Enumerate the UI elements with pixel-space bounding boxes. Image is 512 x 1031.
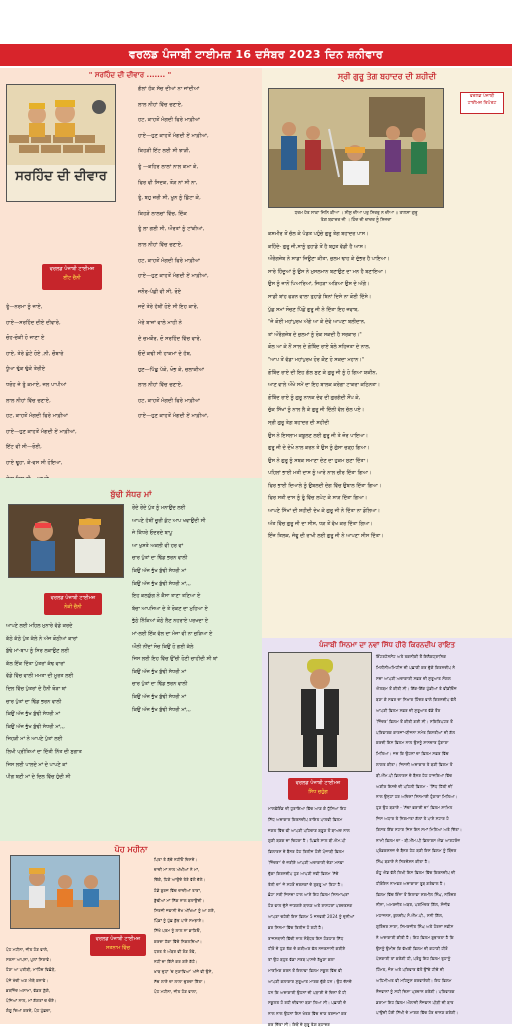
poem-line: ਸੱਚ ਲਾਏ ਦਾ ਲਾਲਾ ਚੁਰਦਾ ਰਿੱਤਾ।	[154, 979, 206, 985]
poem-line: ਕਿਉਂ ਅੱਜ ਭੁੱਖ ਬੁੱਢੀ ਸੱਧਰੀ ਮਾਂ,,,	[6, 723, 65, 730]
article-line: ਕੋਲ ਆ ਕੇ ਨੌਂ ਸਾਲ ਦੇ ਗੋਬਿੰਦ ਰਾਏ ਬੋਲੇ ਸਹਿਜਤਾ ਦੇ ਨਾਲ,	[268, 344, 371, 351]
article-line: ਬਣਾ ਕੇ ਸਫ਼ਰ ਦਾ ਨਿਖਾਰ ਹਿੰਦਰ ਵਾਲੇ ਕਿਰਨਦੀਪ ਵੱਲੋਂ	[376, 697, 457, 703]
article-line: ਆਪਣੀ ਕਲਾਕਾਰ ਸ਼ੁਰੂਆਤ ਮਾਰਕ ਚੁੱਕੇ ਹਨ। ਉਹ ਦੱਸਦੇ	[268, 978, 352, 984]
poem-line: ਜਿਸ ਲਈ ਇਹ ਵਿੱਚ ਉੱਚੀ ਹੋਣੀ ਚਾਹੀਦੀ ਸੀ ਥਾਂ	[132, 656, 218, 663]
article-line: ਲਾਗਤ ਕੀਤਾ। ਜਿਸਨੀ ਅਦਾਕਾਰ ਤੇ ਬਣੀ ਫ਼ਿਲਮ ਤੋਂ	[376, 761, 453, 767]
article-line: ਸ੍ਰੀ ਗੁਰੂ ਤੇਗ਼ ਬਹਾਦਰ ਦੀ ਸ਼ਹੀਦੀ	[268, 419, 330, 426]
poem-line: ਭੁੱਠੇ ਨਿੱਕਿਆਂ ਕੋਠੇ ਲੈਣ ਨਹਰਾਏ ਪਰਖਦਾ ਏ	[132, 618, 209, 625]
article-line: 'ਜਿੰਦਰਾ' ਦੇ ਜ਼ਰੀਏ ਆਪਣੀ ਅਦਾਕਾਰੀ ਦੇਣਾ ਮਨਵਾ	[268, 859, 344, 865]
article-line: ਨਾਲ ਨਾਲ ਉਹਨਾਂ ਇਸ ਖੇਤਰ ਵਿੱਚ ਦਾਣ ਤਰਜਮਾਂ ਕਰ	[268, 1011, 347, 1017]
poem-line: ਵੱਡੇ ਵਿੱਚ ਵਾਲੀ ਮਮਤਾ ਦੀ ਮੂਰਤ ਲਈ	[6, 673, 74, 680]
poh-poem-section	[0, 841, 262, 1024]
article-line: ਨੇ ਅਦਾਕਾਰੀ ਕੀਤੀ ਹੈ। ਇਹ ਫ਼ਿਲਮ ਬੁਝਾਰਤਾ ਹੈ ਕਿ	[376, 934, 454, 940]
article-line: ਅੰਤ ਵਿੱਚ ਗੁਰੂ ਜੀ ਦਾ ਸੀਸ, ਧੜ ਤੋਂ ਵੱਖ ਕਰ ਦਿੱਤਾ ਗਿਆ।	[268, 520, 373, 527]
poem-line: ਜਨੌਰ-ਪੰਛੀ ਵੀ ਸੀ, ਰੋਏ	[138, 288, 182, 295]
article-line: ਤਾਂ ਉਹ ਬਹੁਤ ਵੱਡਾ ਸਰਬ ਪਾਸਦੇ ਰੱਖੂਣਾ ਕਲਾ	[268, 957, 335, 963]
poh-poem-author-badge	[90, 934, 146, 956]
article-line: ਔਰੰਗਜ਼ੇਬ ਨੇ ਸਾਡਾ ਜਿਊਣਾ ਕੀਤਾ, ਜ਼ੁਲਮ ਢਾਹ ਕੇ ਦੁੱਭਰ ਹੈ ਪਾਇਆ।	[268, 256, 390, 263]
article-line: ਗੁਰਿੰਦਰ ਸਾਰਾ, ਸਿਮਰਜੀਤ ਸਿੰਘ ਅਤੇ ਹੋਰਨਾਂ ਨਵੀਸ	[376, 923, 454, 929]
article-line: ਉਸਨੂੰ ਉਮੀਦ ਕਿ ਵੱਖਰੀ ਫ਼ਿਲਮ ਦੀ ਕਹਾਣੀ ਹੀਰੋ	[376, 945, 448, 951]
poem-line: ਤੂੰ, ਬਹੁ ਜ਼ਰੀ ਸੀ, ਖੂਨ ਨੂੰ ਛਿੱਟਾ ਕੇ,	[138, 195, 201, 202]
article-line: ਕੋਟੂ ਐਂਡ ਵੱਲੋਂ ਲਿਖੀ ਇਸ ਫ਼ਿਲਮ ਵਿੱਚ ਕਿਰਨਦੀਪ ਦੀ	[376, 869, 456, 875]
film-article-section	[262, 638, 512, 1027]
guru-article-caption	[268, 210, 444, 224]
caption-line1: ਧਰਮ ਹੇਤ ਸਾਕਾ ਜਿਨਿ ਕੀਆ । ਸੀਸੁ ਦੀਆ ਪਰੁ ਸਿਰਰੁ ਨ ਦੀਆ ॥ ਤਾਲਸਾ ਗੁਰੂ	[294, 211, 418, 216]
article-line: ਪਹਿਲਾਂ ਭਾਈ ਮਤੀ ਦਾਸ ਨੂੰ ਆਰੇ ਨਾਲ ਚੀਰ ਦਿੱਤਾ ਗਿਆ।	[268, 470, 372, 477]
article-line: ਸਕੂਲਤ ਹੋ ਰਹੀ ਦੀਵਾਨਾ ਬਣਾ ਲਿਆ ਸੀ। ਪਛਾਣੀ ਦੇ	[268, 1000, 347, 1006]
article-line: ਚੁੱਕਾ ਕਿਰਨਦੀਪ ਹੁਣ ਆਪਣੀ ਨਵੀਂ ਫ਼ਿਲਮ 'ਸੱਚੇ	[268, 870, 339, 876]
article-line: ਨਾਲ ਉਨ੍ਹਾਂ ਹਰ ਅਦਿਸ਼ਾਂ ਸਿਨਮਾਈ ਹੁੰਗਾਰਾ ਮਿਲਿਆ।	[376, 794, 458, 800]
article-line: ਮਾਲਵੇਇੰਡ ਦੀ ਧੁਰਾਇਆ ਵਿੱਚ ਆਣ ਕੇ ਧੁੱਸਿਆ ਇਹ	[268, 806, 347, 811]
poem-line: ਕੱਲ ਇੱਕ ਦਿੱਤਾ ਪੁੱਤਰਾਂ ਕੱਢ ਵਾਰਾਂ	[6, 660, 65, 667]
article-line: ਗੁਰੂ ਜੀ ਦੇ ਦੇਖੋ ਨਾਲ ਕਰਨ ਤੇ ਉਸ ਨੂੰ ਗੁੱਸਾ ਚੜ੍ਹ ਗਿਆ।	[268, 445, 370, 452]
article-line: ਛੋਟਾ ਸਰੀ ਜਿਸਦਾ ਹਾਲ ਆਏ ਇਹ ਫ਼ਿਲਮ ਸਿਨਮਾਘਰਾਂ	[268, 892, 349, 898]
article-line: ਪਰਿਵਾਰਕ ਕਾਰਜਾਂ-ਯੀਜਨਾ ਸਮੇਤ ਕਿਸ਼ਤੀਆਂ ਦੀ ਗੱਲ	[376, 729, 456, 735]
badge-line1: ਵਰਲਡ ਪੰਜਾਬੀ ਟਾਈਮਜ਼	[49, 266, 95, 272]
masthead-bar	[0, 44, 512, 66]
poem-line: ਹੋਣਾ ਆ ਪਤੀਬੀ, ਮਾਹਿੰਦ ਵਿਛੋੜੇ,	[6, 967, 56, 973]
poem-line: ਦਾਦੀ ਮਾਂ ਨਾਲ ਅੱਖੀਆਂ ਨੇ ਮਾਂ,	[154, 867, 200, 873]
article-line: ਸਾਡੀ ਬਾਂਹ ਫੜਨ ਵਾਲਾ ਤੁਹਾਡੇ ਬਿਨਾਂ ਦਿਸੇ ਨਾ ਕੋਈ ਦਿੱਸੇ।	[268, 293, 372, 300]
poem-line: ਇਹ ਕਲਯੁੱਗ ਨੇ ਕੈਸਾ ਤਾਣਾ ਤਣਿਆ ਏ	[132, 593, 201, 600]
article-line: ਨੀਨਾ, ਅਮਰਜ਼ੀਤ ਅਬਰ, ਪਰਮਿੰਦਰ ਗਿੱਲ, ਸੰਜੀਵ	[376, 902, 451, 908]
article-line: ਕਹਿੰਦੇ- ਗੁਰੂ ਜੀ,ਸਾਨੂੰ ਤੁਹਾਡੇ ਤੋਂ ਹੈ ਬਹੁਤ ਵੱਡੀ ਹੈ ਆਸ।	[268, 243, 367, 250]
masthead-title: ਵਰਲਡ ਪੰਜਾਬੀ ਟਾਈਮਜ਼ 16 ਦਸੰਬਰ 2023 ਦਿਨ ਸ਼ਨੀਵਾਰ	[129, 48, 383, 61]
poem-line: ਧਰੋਹ ਜੇ ਤੂੰ ਕਮਾਏ, ਜਲ ਪਾਪੀਆਂ	[6, 381, 67, 388]
poh-poem-image	[10, 855, 120, 929]
poem-line: ਜੇ ਕਿੱਧਰੇ ਓਦਰਦੇ ਬਾਪੂ	[132, 530, 173, 537]
poem-line: ਤੂੰ ਲਾ ਗਈ ਸੀ, ਔਰਤਾਂ ਨੂੰ ਟਾਂਕੀਆਂ,	[138, 226, 205, 233]
poem-line: ਗੱਲਾਂ ਹੱਕ ਸੱਚ ਦੀਆਂ ਨਾ ਜਾਂਦੀਆਂ	[138, 86, 200, 92]
poh-poem-heading: ਪੋਹ ਮਹੀਨਾ	[114, 845, 148, 854]
poem-line: ਹਾਏ—ਸਰਹਿੰਦ ਦੀਏ ਦੀਵਾਰੇ,	[6, 319, 61, 326]
article-line: ਆਪਣਾ ਚਹੇਰੀ ਇਸ ਫ਼ਿਲਮ 5 ਜਨਵਰੀ 2024 ਨੂੰ ਦੁਨੀਆਂ	[268, 913, 355, 919]
poem-line: ਜਿਹੜੀ ਮਾਂ ਨੇ ਆਪਣੇ ਪੁੱਤਾਂ ਲਈ	[6, 736, 63, 743]
poem-line: ਤੂੰ—ਨਰਮਾ ਨੂੰ ਜਾਏ,	[6, 304, 43, 310]
poem-line: ਪੰਜੇ ਖੱਚੀ ਅਣ ਐਥੇ ਕਨਾਵੇ।	[6, 977, 49, 983]
badge-line1: ਵਰਲਡ ਪੰਜਾਬੀ ਟਾਈਮਜ਼	[50, 595, 96, 601]
poh-poem-right-column	[154, 855, 260, 1018]
poem-line: ਹਾਏ ਢੂਹਾ, ਕੇ-ਵਸ ਸੀ ਹੋਇਆ,	[6, 459, 63, 466]
article-line: ਅਹਿਮੀਅਤ ਵੀ ਮਹਿਸੂਸ ਕਰਵਾਏਗੀ। ਇਹ ਫ਼ਿਲਮ	[376, 977, 452, 983]
article-line: ਗੋਬਿੰਦ ਰਾਏ ਨੂੰ ਗੁਰੂ ਨਾਨਕ ਦੇਵ ਦੀ ਗੁਰਗੱਦੀ ਸੌਂਪ ਕੇ,	[268, 394, 361, 401]
poem-line: ਔਲੀ ਨੀਂਦਾਂ ਸੋਚ ਕਿਉਂ ਹੋ ਗਈ ਕੱਲੇ	[132, 643, 194, 650]
poem-line: ਪੋਹ ਮਹੀਨਾ, ਜੀਤ ਹੋਣ ਵਾਲਾ,	[154, 989, 198, 995]
article-line: ਸਾਰੇ ਹਿੰਦੂਆਂ ਨੂੰ ਉਸ ਨੇ ਮੁਸਲਮਾਨ ਬਣਾਉਣ ਦਾ ਮਨ ਹੈ ਬਣਾਇਆ।	[268, 268, 387, 275]
poem-line: ਬੁੱਢੀਆਂ ਮਾਂ ਨਿੱਕ ਨਾਲ ਬਲਾਉਂਦੀ।	[154, 897, 205, 903]
poem-line: ਹਟ, ਕਾਹਤੋਂ ਮੰਗਦੀ ਫਿਰੇ ਮਾਫ਼ੀਆਂ	[138, 117, 201, 124]
poem-line: ਸਿਰਜੀ ਜਵਾਨੀ ਦੇਖ ਅੱਖਿਆਂ ਨੂੰ ਆ ਗਏ,	[154, 907, 216, 913]
article-line: ਕਰ ਦਿੱਤਾ ਸੀ। ਇਥੋਂ ਦੇ ਗੁਰੂ ਤੇਗ਼ ਬਹਾਦਰ	[268, 1021, 330, 1027]
guru-article-section	[262, 68, 512, 638]
article-line: ਪੁੱਛ ਸਮਾਂ ਸੋਚਣ ਪਿੱਛੋਂ ਗੁਰੂ ਜੀ ਨੇ ਦਿੱਤਾ ਇਹ ਜਵਾਬ,	[268, 306, 359, 313]
poem-line: ਗੰਗੂ ਦਿਆਂ ਕਰਦੇ, ਪੋਹ ਪੁੱਛਦਾ,	[6, 1008, 52, 1014]
article-line: ਡਿਲਾਰਸ ਦੇ ਬੈਨਰ ਹੇਠ ਰਿਲੀਜ਼ ਹੋਈ ਪੰਜਾਬੀ ਫ਼ਿਲਮ	[268, 849, 345, 855]
poem-line: ਆਪਣੇ ਲਈ ਮਹਿਲ ਮੁਨਾਰੇ ਵੱਡੇ ਕਰਦੇ	[6, 623, 73, 629]
poem-line: ਕਿਉਂ ਅੱਜ ਭੁੱਖ ਬੁੱਢੀ ਸੱਧਰੀ ਮਾਂ	[132, 668, 187, 675]
poem-wall-author-badge	[42, 264, 102, 290]
article-line: ਉਸ ਨੇ ਇਸਲਾਮ ਕਬੂਲਣ ਲਈ ਗੁਰੂ ਜੀ ਤੇ ਜ਼ੋਰ ਪਾਇਆ।	[268, 432, 369, 439]
article-line: ਪਾਉਂਦੀ ਹੋਈ ਸਿੱਖੀ ਦੇ ਮਾਰਗ ਵਿੱਚ ਹੋਰ ਚਾਨਣ ਕਰੇਗੀ।	[376, 1010, 459, 1016]
article-line: ਫ਼ਿਲਮ ਵਿੱਚ ਇੰਨਾ ਤੋਂ ਇਲਾਵਾ ਸ਼ਰਮੀਲ ਸਿੰਘ, ਨਰਿੰਦਰ	[376, 891, 457, 897]
article-line: ਪ੍ਰੋਡਕਸ਼ਨਜ਼ ਦੇ ਬੈਨਰ ਹੇਠ ਬਣੀ ਇਸ ਫ਼ਿਲਮ ਨੂੰ ਬਿੰਦਰ	[376, 848, 457, 854]
poem-line: ਲਾਲ ਨੀਹਾਂ ਵਿੱਚ ਚਣਾਏ,	[6, 397, 51, 404]
poem-line: ਬੱਚਾ ਆਪਜਿਆ ਦੇ ਤੇ ਰੋਕਣ ਦਾ ਮੁਹਿਆ ਏ	[132, 605, 208, 612]
article-line: ਫਿਰ ਸਤੀ ਦਾਸ ਨੂੰ ਰੂੰ ਵਿੱਚ ਲਪੇਟ ਕੇ ਸਾੜ ਦਿੱਤਾ ਗਿਆ।	[268, 495, 368, 502]
poem-wall-right-column	[138, 82, 260, 425]
poem-line: ਆਪਣੇ ਹੱਥੀਂ ਚੂਰੀ ਕੁੱਟ ਆਪ ਖਵਾਉਂਦੀ ਸੀ	[132, 517, 206, 524]
article-line: ਕਰਦੀ ਇਸ ਫ਼ਿਲਮ ਨਾਲ ਉਸਨੂੰ ਸ਼ਾਨਦਾਰ ਹੁੰਗਾਰਾ	[376, 740, 449, 746]
film-article-heading: ਪੰਜਾਬੀ ਸਿਨਮਾ ਦਾ ਨਵਾਂ ਸਿੱਧ ਹੀਰੋ ਕਿਰਨਦੀਪ ਰਾਇਤ	[319, 641, 455, 649]
mother-poem-section	[0, 478, 262, 841]
article-line: ਹੋਣ ਵਾਲ ਦੁੱਸੇ ਜਾਣਗਏ ਬਾਲਣ ਅਤੇ ਰਾਸ਼ਟਰਾਂ ਪਰਦਰਸ਼ਕ	[268, 903, 353, 909]
article-line: ਤੇਲੀ ਦਾ' ਜੇ ਸਹਰੋਂ ਦਰਸ਼ਕਾਂ ਦੇ ਰੁਬਰੂ ਆ ਰਿਹਾ ਹੈ।	[268, 881, 344, 887]
article-line: ਆਣ ਵਾਲੇ ਔਖੇ ਸਮੇਂ ਦਾ ਇਹ ਬਾਲਕ ਕਰੇਗਾ ਟਾਕਰਾ ਕਠਿਨਤਾ।	[268, 382, 380, 389]
poem-line: ਸਰਸਾ ਆਪਨਾ, ਪੁਲਾਂ ਸਿਰਾਵੇ।	[6, 957, 52, 963]
guru-article-logo	[460, 92, 504, 114]
poem-line: ਲਾਲ ਨੀਹਾਂ ਵਿੱਚ ਚਣਾਏ,	[138, 101, 183, 108]
mother-poem-left-column	[6, 620, 130, 784]
poem-line: ਹਾਏ—ਹੁਣ ਕਾਹਤੋਂ ਮੰਗਦੀ ਏਂ ਮਾਫ਼ੀਆਂ,	[138, 273, 209, 280]
poem-line: ਤੂੰ —ਕਹਿਰ ਲਾਲਾਂ ਨਾਲ ਕਮਾ ਕੇ,	[138, 163, 199, 170]
poem-wall-section	[0, 68, 262, 478]
article-line: ਨੌਜਵਾਨਾਂ ਨੂੰ ਸਹੀ ਦਿਸ਼ਾ ਪ੍ਰਦਾਨ ਕਰੇਗੀ। ਪਰਿਵਾਰਕ	[376, 988, 455, 994]
poem-line: ਚਾਰ ਪੁੱਤਾਂ ਦਾ ਢਿੱਡ ਭਰਨ ਵਾਲੀ	[132, 681, 188, 688]
article-line: ਗੋਬਿੰਦ ਰਾਏ ਦੀ ਇਹ ਗੱਲ ਸੁਣ ਕੇ ਗੁਰੂ ਜੀ ਨੂੰ ਹੋ ਗਿਆ ਯਕੀਨ,	[268, 369, 378, 376]
article-line: ਮਿਲਿਆ। ਜਦ ਕਿ ਉਹਨਾਂ ਦਾ ਫ਼ਿਲਮ ਸਫ਼ਰ ਵਿੱਚ	[376, 751, 449, 757]
poem-line: ਮਾਂ-ਲਈ ਇੱਕ ਵੱਲ ਦਾ ਮੰਜਾ ਵੀ ਨਾ ਜੁੜਿਆ ਏ	[132, 630, 213, 637]
guru-article-body	[268, 228, 508, 543]
poem-line: ਕਿਹੜੀ ਇੱਟ ਲਈ ਸੀ ਝਾੜੀ,	[138, 148, 191, 155]
poem-line: ਚੋਹ-ਚੋਕੀ ਹੋ ਜਾਣਾ ਏ	[6, 335, 45, 342]
poem-line: ਜਿਸ ਲਈ ਪਾਲਦੇ ਮਾਂ ਦੇ ਪਾਪਣੇ ਕਾਂ	[6, 761, 68, 768]
film-article-left-column	[268, 804, 374, 1031]
poem-line: ਪਿਤਾ ਤੇ ਬੱਚੇ ਨਹੀਓਂ ਦਿਸਦੇ।	[154, 857, 198, 862]
poem-line: ਪੰਜਿਆਂ ਨਾਲ, ਮਾਂ ਗੱਗਰਾਂ ਚ ਚੋਏ।	[6, 997, 57, 1003]
poem-line: ਇੱਟ ਵੀ ਸੀ—ਰੋਈ,	[6, 444, 42, 451]
poem-line: ਚਾਰ ਪੁੱਤਾਂ ਦਾ ਢਿੱਡ ਭਰਨ ਵਾਲੀ	[132, 555, 188, 562]
poem-line: ਚਿੱਕੇ, ਹਿਕੇ ਆਉਂਦੇ ਤੇਰੇ ਵੱਲੋਂ ਚੱਲੇ।	[154, 877, 206, 883]
mother-poem-author-badge	[44, 593, 102, 615]
poem-line: ਪੀਗ ਬਣੀ ਮਾਂ ਦੇ ਦਿਲ ਵਿੱਚ ਹੁੰਦੀ ਸੀ	[6, 774, 71, 781]
article-line: ਹੁਣ ਉਹ ਬਣਾਏ - 'ਸੱਚਾ ਭਰਾਈ ਦਾ' ਫ਼ਿਲਮ ਸ਼ਾਮਿਲ	[376, 805, 453, 811]
poem-wall-image	[6, 84, 116, 202]
poem-line	[154, 1008, 260, 1018]
poem-line: ਹਾਏ—ਹੁਣ ਕਾਹਤੋਂ ਮੰਗਦੀ ਏਂ ਮਾਫ਼ੀਆਂ,	[138, 413, 209, 420]
poem-line: ਲਾਲ ਨੀਹਾਂ ਵਿੱਚ ਚਣਾਏ,	[138, 241, 183, 248]
poem-line: ਦੇ ਚਮਕੌਰ, ਦੋ ਸਰਹਿੰਦ ਵਿੱਚ ਵਾਰੇ,	[138, 335, 202, 342]
poem-line: ਹਾਏ—ਹੁਣ ਕਾਹਤੋਂ ਮੰਗਦੀ ਏਂ ਮਾਫ਼ੀਆਂ,	[6, 428, 77, 435]
article-line: ਨਾਮੀ ਫ਼ਿਲਮ ਦਾ - ਬੀ.ਐੱਮ.ਪੀ ਡਿਲਾਰਸ ਐਂਡ ਆਰਟਰੰਜ਼	[376, 837, 461, 843]
article-line: "ਆਪ ਤੋਂ ਵੱਡਾ ਮਹਾਂਪੁਰਖ ਹੋਰ ਕੌਣ ਹੋ ਸਕਦਾ ਮਹਾਨ।"	[268, 356, 364, 363]
poem-line: ਨਹੀਂ ਦਾ ਕਿੱਸੇ ਕਰ ਗਏ ਕੱਠੇ।	[154, 958, 198, 964]
poem-line: ਲਾਲ ਨੀਹਾਂ ਵਿੱਚ ਚਣਾਏ,	[138, 382, 183, 389]
article-line: ਉਸ ਨੂੰ ਜਾਨੋਂ ਪਿਆਰਿਆਂ, ਜਿਹੜਾ ਅੜਿਆ ਉਸ ਦੇ ਅੱਗੇ।	[268, 281, 370, 288]
badge-line2: ਸਿੱਧ ਚਹੁੰਗ	[308, 789, 328, 795]
article-line: "ਜੇ ਕੋਈ ਮਹਾਂਪੁਰਖ ਅੱਗੇ ਆ ਕੇ ਦੇਵੇ ਆਪਣਾ ਬਲੀਦਾਨ,	[268, 319, 366, 326]
mother-poem-image	[8, 504, 124, 578]
article-line: ਉਸ ਨੇ ਗੁਰੂ ਨੂੰ ਸਬਕ ਸਮਾਣਾ ਦੇਣ ਦਾ ਹੁਕਮ ਸੁਣਾ ਦਿੱਤਾ।	[268, 457, 369, 464]
article-line: ਭਰ ਸਿਨਮਾ ਵਿੱਚ ਰਿਲੀਜ਼ ਹੋ ਰਹੀ ਹੈ।	[268, 924, 324, 930]
logo-line1: ਵਰਲਡ ਪੰਜਾਬੀ	[469, 94, 495, 99]
article-line: ਐਲਬਮ ਤੋਂ ਕੀਤੀ ਸੀ। ਇੱਕ-ਇੱਕ ਪੁੱਡੀਆਂ ਤੇ ਵੀਡੀਓਜ਼	[376, 686, 457, 692]
article-line: ਇੰਜ ਤਿਲਕ, ਜੰਞੂ ਦੀ ਰਾਖੀ ਲਈ ਗੁਰੂ ਜੀ ਨੇ ਆਪਣਾ ਸੀਸ ਦਿੱਤਾ।	[268, 533, 384, 540]
article-line: ਹਨ ਕਿ ਅਦਾਕਾਰੀ ਉਹਨਾਂ ਦੀ ਪੜਾਈ ਦੇ ਦਿਨਾਂ ਤੋਂ ਹੀ	[268, 989, 347, 995]
mother-illustration	[9, 505, 123, 577]
badge-line2: ਸਤਨਾਮ ਵਿੱਚ	[105, 945, 131, 951]
poem-line: ਦਿਲ ਵਿੱਚ ਪੁੱਤਰਾਂ ਦੇ ਹੈਨੀ ਥੋੜਾ ਥਾਂ	[6, 685, 67, 692]
poem-line: ਹਟ, ਕਾਹਤੋਂ ਮੰਗਦੀ ਫਿਰੇ ਮਾਫ਼ੀਆਂ	[6, 413, 69, 420]
article-line: ਮਿਲੀਨੀਅਮਿਟੀਜ਼ ਦੀ ਪਛਾਣੀ ਕਰ ਚੁੱਕੇ ਕਿਰਨਦੀਪ ਨੇ	[376, 664, 456, 670]
mother-poem-right-column	[132, 502, 260, 716]
article-line: ਰਾਜਸਥਾਨੀ ਵਿੱਚੀ ਨਾਲ ਸੰਬੰਧਤ ਇਸ ਹੋਣਹਾਰ ਸਿੱਧ	[268, 935, 344, 941]
poem-line: ਕੱਠੇ ਕੱਠੇ ਪੁੱਤ ਕੱਲੇ ਨੇ ਅੱਜ ਕੋਠੀਆਂ ਕਾਰਾਂ	[6, 635, 78, 642]
poh-poem-left-column	[6, 945, 90, 1016]
poem-line: ਲਿਖੀ ਪ੍ਰੀਤਿਆਂ ਦਾ ਦਿੱਤੀ ਨਿੱਤ ਦੀ ਸੁਗਾਤ	[6, 748, 82, 755]
poem-line: ਬੁੱਢੇ ਮਾਂ-ਬਾਪ ਨੂੰ ਸਿਰ ਲਕਾਉਣ ਲਈ	[6, 648, 70, 655]
poem-line: ਫਿਰ ਵੀ ਸਿਦਕ, ਤੋੜ ਨਾਂ ਸੀ ਨਾ,	[138, 179, 198, 186]
article-line: ਮਹਾਜਨਸ, ਕੁਲਦੀਪ ਸੋ.ਐੱਮ.ਪੀ., ਸਨੀ ਗਿੱਲ,	[376, 913, 444, 919]
poem-line: ਚਾਰ ਪੁੱਤਾਂ ਦਾ ਢਿੱਡ ਭਰਨ ਵਾਲੀ	[6, 698, 62, 705]
article-line: ਕਸ਼ਮੀਰ ਤੋਂ ਚੱਲ ਕੇ ਪੰਡਤ ਪਹੁੰਚੇ ਗੁਰੂ ਤੇਗ ਬਹਾਦਰ ਪਾਸ।	[268, 231, 369, 237]
poem-line: ਰੋਂਦੇ ਰੋਂਦੇ ਪੁੱਤ ਨੂੰ ਮਨਾਉਂਦ ਲਈ	[132, 505, 186, 511]
poem-line: ਹਾਏ, ਤੇਰੇ ਛੋਟੇ ਹੋਏ ,ਨੀ, ਚੌਥਾਰੇ	[6, 350, 64, 357]
article-line: ਸਿੰਘ ਬਣਾਏ ਨੇ ਨਿਰਦੇਸ਼ਨ ਕੀਤਾ ਹੈ।	[376, 859, 430, 865]
poem-line: ਜਦੋਂ ਤੇਰੇ ਹੱਥੀਂ ਹੋਏ ਸੀ ਇਹ ਕਾਰੇ,	[138, 304, 199, 311]
badge-line1: ਵਰਲਡ ਪੰਜਾਬੀ ਟਾਈਮਜ਼	[95, 936, 141, 942]
poem-line: ਧੂੰਆ ਢੁੱਕ ਢੁੱਕੇ ਤੇਰੀਏ	[6, 366, 46, 373]
sahibzade-illustration	[11, 856, 119, 928]
poem-line: ਮੇਰੇ ਬਾਜ਼ਾਂ ਵਾਲੇ ਮਾਹੀ ਨੇ	[138, 319, 182, 326]
film-article-author-badge	[288, 778, 348, 800]
poem-line: ਪਿੰਡਾਂ ਨੂੰ ਪੁੱਛ ਕੁੱਝ ਪਾਏ ਸਮਝਾਏ।	[154, 918, 204, 924]
article-line: ਆਪਣੇ ਸਿੱਖਾਂ ਦੀ ਸ਼ਹੀਦੀ ਦੇਖ ਕੇ ਗੁਰੂ ਜੀ ਨੇ ਦਿੱਤਾ ਨਾ ਡੋਲਿਆ।	[268, 508, 380, 515]
article-line: ਹਿੰਮਤ, ਜੋਸ਼ ਅਤੇ ਪਰਿਵਾਰ ਵੱਲੋਂ ਉੱਚੇ ਟੀਚੇ ਦੀ	[376, 967, 444, 973]
article-line: ਡਰਾਮਾ ਇਹ ਫ਼ਿਲਮ ਔਲਾਦੀ ਨੌਜਵਾਨ ਪੀੜੀ ਦੀ ਬਾਤ	[376, 999, 454, 1005]
article-line: ਸਿੱਧ ਅਦਾਕਾਰ ਕਿਰਨਦੀਪ ਰਾਇਤ ਪਾਲਵੀ ਫ਼ਿਲਮ	[268, 816, 343, 822]
poem-line: ਕਿਉਂ ਅੱਜ ਭੁੱਖ ਬੁੱਢੀ ਸੱਧਰੀ ਮਾਂ,,,	[132, 580, 191, 587]
article-line: ਚੁੱਕ ਸਿੱਖਾਂ ਨੂੰ ਨਾਲ ਲੈ ਕੇ ਗੁਰੂ ਜੀ ਦਿੱਲੀ ਵੱਲ ਚੱਲ ਪਏ।	[268, 407, 365, 414]
article-line: ਗਿਸਤ ਇੱਕ ਸਟਾਰ ਜਿਸ ਇਨ ਸਮਾਂ ਮਿਲਿਆ ਅਤੇ ਦਿੱਤਾ।	[376, 826, 462, 832]
poem-line: ਕਿਉਂ ਅੱਜ ਭੁੱਖ ਬੁੱਢੀ ਸੱਧਰੀ ਮਾਂ,,,	[132, 706, 191, 713]
poem-line: ਹੁਣ—ਪਿੱਛੁ ਪੱਕੇ, ਖੋਭ ਕੇ, ਚਲਾਕੀਆਂ	[138, 366, 205, 373]
poem-wall-heading: " ਸਰਹਿੰਦ ਦੀ ਦੀਵਾਰ ....... "	[88, 71, 172, 79]
guru-article-heading: ਸ੍ਰੀ ਗੁਰੂ ਤੇਗ ਬਹਾਦਰ ਦੀ ਸ਼ਹੀਦੀ	[337, 72, 437, 81]
badge-line1: ਵਰਲਡ ਪੰਜਾਬੀ ਟਾਈਮਜ਼	[295, 780, 341, 786]
article-line: ਫਿਰ ਭਾਈ ਦਿਆਲੇ ਨੂੰ ਉਬਲਦੀ ਦੇਗ ਵਿੱਚ ਉਬਾਲ ਦਿੱਤਾ ਗਿਆ।	[268, 482, 382, 489]
poem-line: ਓਦੋਂ ਕਢੀ ਸੀ ਹਾਕਮਾਂ ਦੇ ਹੱਥ,	[138, 351, 192, 358]
guru-article-painting	[268, 88, 444, 208]
poem-line: ਕਿਉਂ ਅੱਜ ਭੁੱਖ ਬੁੱਢੀ ਸੱਧਰੀ ਮਾਂ	[132, 693, 187, 700]
article-line: ਜਿਸ ਅਧਾਰ ਤੇ ਨਿਰਮਾਤਾ ਗੱਲਾਂ ਤੇ ਪਾਏ ਸਟਾਰ ਹੋ	[376, 815, 449, 821]
article-line: ਹੀਰੋਇਨ ਨਾਮਵਰ ਅਦਾਕਾਰਾ ਰੂਬ ਗਰੇਵਾਲ ਹੈ।	[376, 880, 446, 886]
actor-photo	[269, 653, 371, 771]
article-line: 'ਜਿੰਦਰ' ਫ਼ਿਲਮ ਤੋਂ ਕੀਤੀ ਗਈ ਸੀ। ਸਕਿਰਿਪਟਰ ਤੋਂ	[376, 718, 453, 724]
badge-line2: ਨੇਕੀ ਚੈਨੀ	[64, 604, 82, 610]
article-line: ਹੀਰੋ ਦੇ ਹੁਣ ਤੱਕ ਦੇ ਕਰੀਅਰ ਵੱਲ ਨਜ਼ਰਸਾਨੀ ਕਰੀਏ	[268, 946, 346, 952]
article-line: ਬੀ.ਐੱਮ.ਪੀ ਡਿਲਾਰਸ ਦੇ ਬੈਨਰ ਹੇਠ ਹਾਜ਼ਰਿਆਂ ਵਿੱਚ	[376, 772, 453, 778]
poem-wall-image-title: ਸਰਹਿੰਦ ਦੀ ਦੀਵਾਰ	[15, 169, 107, 184]
poem-line: ਕਰਦਾ ਹੱਕਾ ਵਿੱਚੇ ਨਿਕਲਦਿਆਂ।	[154, 938, 202, 944]
caption-line2: ਤੇਗ਼ ਬਹਾਦਰ ਜੀ । ਹਿੰਦ ਦੀ ਚਾਦਰ ਨੂੰ ਸਿਜਦਾ	[320, 218, 392, 223]
poem-line: ਧਰਤ ਤੇ ਅੰਬਰ ਵੀ ਰੋਣ ਰੋਵੇ,	[154, 948, 196, 954]
poem-line: ਠੰਡੇ ਬੁਰਜ ਵਿੱਚ ਦਾਦੀਆਂ ਤਾਰਾਂ,	[154, 887, 202, 893]
logo-line2: ਟਾਈਮਜ਼ ਰਿਪੋਰਟ	[467, 101, 497, 106]
article-line: ਪੇਸ਼ਕਾਰੀ ਤਾਂ ਕਰੇਗੀ ਹੀ, ਪਰੰਤੂ ਇਹ ਫ਼ਿਲਮ ਤੁਹਾਨੂੰ	[376, 956, 451, 962]
poem-line: ਹਟ, ਕਾਹਤੋਂ ਮੰਗਦੀ ਫਿਰੇ ਮਾਫ਼ੀਆਂ	[138, 257, 201, 264]
poem-line: ਖ਼ਾਬ ਦੁਧਾਂ 'ਚ ਸੁਣਾਵਿਆ' ਅੱਜੇ ਵੀ ਉਸੇ,	[154, 969, 213, 975]
article-line: ਅਗੀਰ ਇਸਦੇ ਦੀ ਪਹਿਲੀ ਫ਼ਿਲਮ - 'ਸਿੱਧ ਹਿੱਤੀ ਦੀ'	[376, 783, 454, 789]
article-line: ਆਪਣੀ ਫ਼ਿਲਮ ਸਫ਼ਰ ਦੀ ਸ਼ੁਰੂਆਤ ਵੱਡੇ ਤੌਰ	[376, 707, 441, 713]
poem-line: ਕਿਉਂ ਅੱਜ ਭੁੱਖ ਬੁੱਢੀ ਸੱਧਰੀ ਮਾਂ	[132, 567, 187, 574]
film-article-right-column	[376, 652, 510, 1019]
article-line: ਇੰਟਰਟੇਨਮੈਂਟ ਅਤੇ ਤਕਨੀਕੀ ਤੌਂ ਇਲੈਕਟ੍ਰਾਨਿਕ	[376, 654, 447, 659]
poem-line: ਭਰਜਿੰਦ ਅਸਾਮਾ, ਵੱਡਰ ਯੁੱਗੇ,	[6, 987, 51, 993]
poem-line: ਹਾਏ—ਹੁਣ ਕਾਹਤੋਂ ਮੰਗਦੀ ਏਂ ਮਾਫ਼ੀਆਂ,	[138, 132, 209, 139]
badge-line2: ਈਂਟ ਚੈਨੀ	[63, 275, 81, 281]
poem-line: ਕਿਉਂ ਅੱਜ ਭੁੱਖ ਬੁੱਢੀ ਸੱਧਰੀ ਮਾਂ	[6, 711, 61, 718]
mother-poem-heading: ਬੁੱਢੀ ਸੱਧਰ ਮਾਂ	[110, 490, 152, 499]
poem-line	[154, 998, 260, 1008]
article-line: ਸਦਾ ਆਪਣੀ ਅਦਾਕਾਰੀ ਸਫ਼ਰ ਦੀ ਸ਼ੁਰੂਆਤ ਸੰਗਲ	[376, 675, 451, 681]
article-line: ਜਗਤ ਵਿੱਚ ਵੀ ਆਪਣੀ ਪਹਿਚਾਣ ਬਣੂਣ ਤੋਂ ਬਾਅਦ ਨਾਲ	[268, 827, 350, 833]
article-line: ਮਾਰਮਿਕ ਕਰਨ ਤੋਂ ਇਲਾਵਾ ਫ਼ਿਲਮ ਸਕੂਲ ਵਿੱਚ ਵੀ	[268, 967, 342, 973]
article-line: ਗੁਣੀ ਬਣਕ ਦਾ ਚਿਹਰਾ ਹੈ। ਪਿਛਲੇ ਸਾਲ ਬੀ.ਐਮ.ਪੀ	[268, 838, 346, 844]
martyrdom-illustration	[269, 89, 443, 207]
poem-line: ਸਿੱਖੇ ਪਰਮ ਨੂੰ ਲਾਲ ਨਾ ਭਾਣਿਓ,	[154, 928, 202, 934]
poem-line: ਕਿਹੜੇ ਲਾਲਚਾਂ ਵਿੱਚ, ਦਿੱਕ	[138, 210, 187, 217]
poem-line: ਆ ਖੁਸ਼ਤੇ ਅਕਲੀ ਵੀ ਹਰ ਵਾਂ	[132, 542, 184, 549]
poem-line: ਪੋਹ ਮਹੀਨਾ, ਜੀਤ ਹੋਣ ਵਾਲੇ,	[6, 947, 49, 952]
article-line: ਤਾਂ ਔਰੰਗਜ਼ੇਬ ਦੇ ਜ਼ੁਲਮਾਂ ਨੂੰ ਰੋਕ ਸਕਦੀ ਹੈ ਸਰਕਾਰ।"	[268, 331, 362, 338]
poem-line: ਹਟ, ਕਾਹਤੋਂ ਮੰਗਦੀ ਫਿਰੇ ਮਾਫ਼ੀਆਂ	[138, 397, 201, 404]
film-article-photo	[268, 652, 372, 772]
